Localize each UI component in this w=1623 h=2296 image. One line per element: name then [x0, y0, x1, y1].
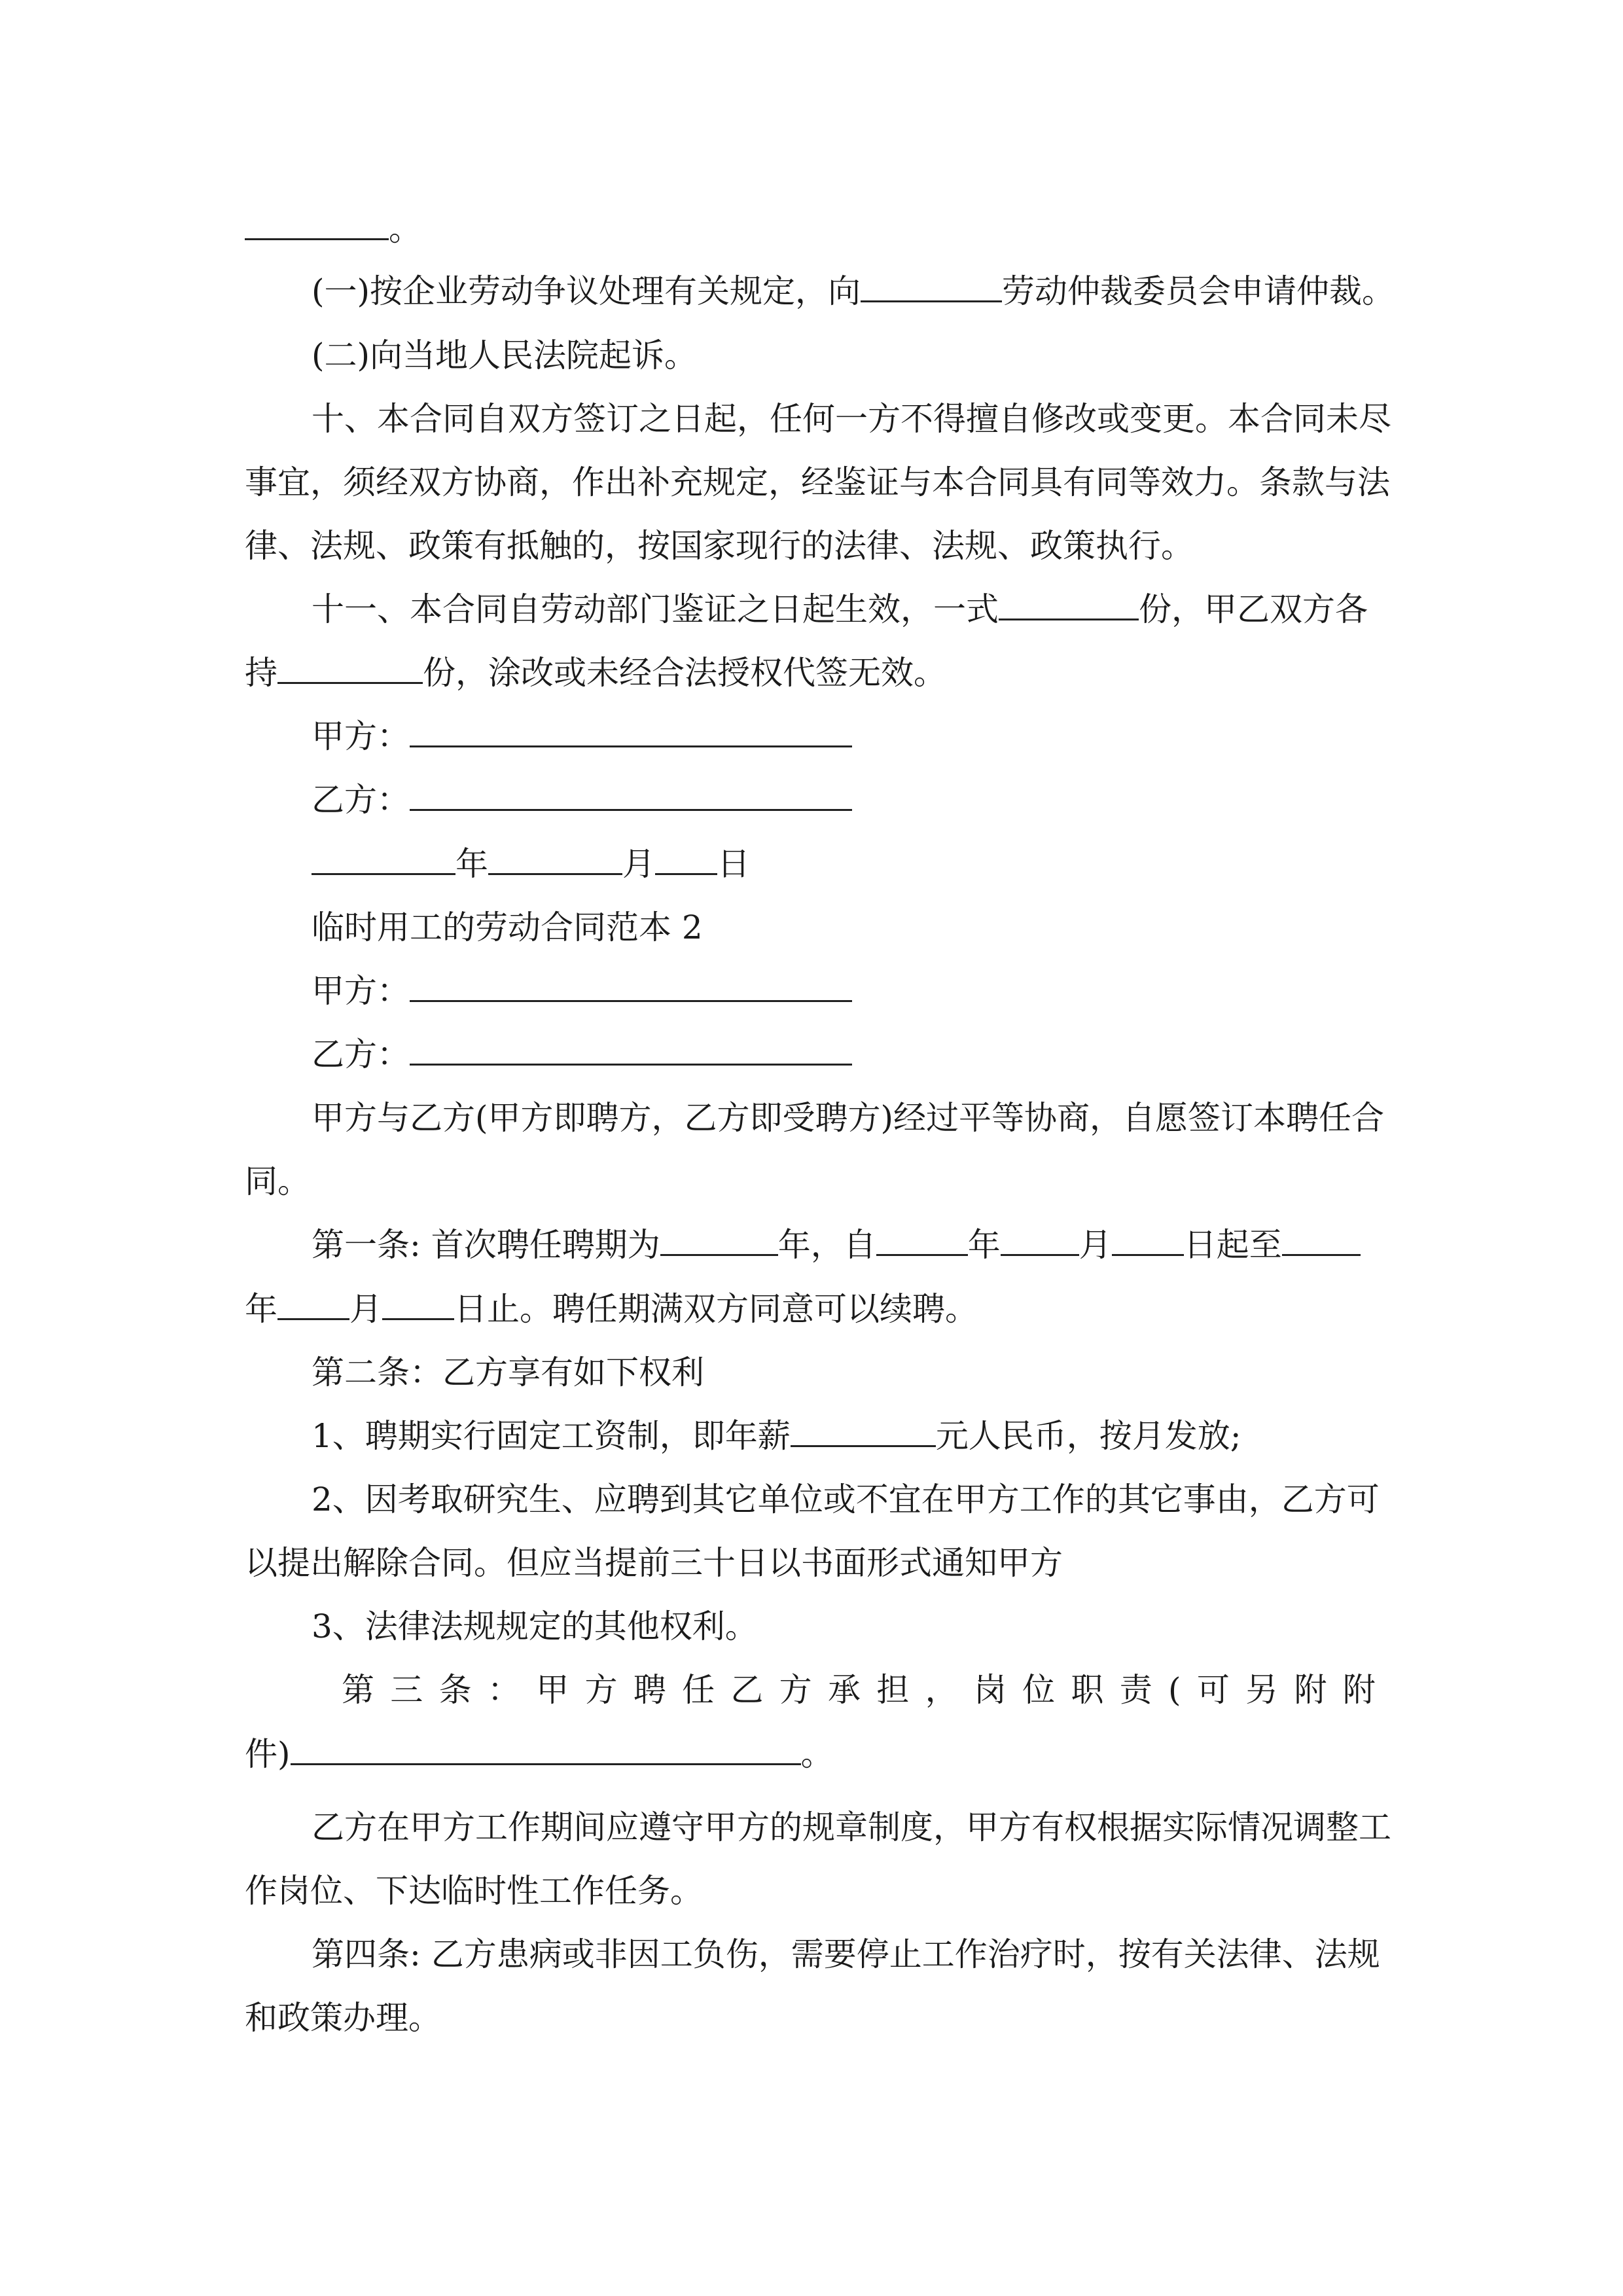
article-3-char: 三 — [390, 1671, 423, 1709]
blank-field — [655, 844, 717, 875]
article-3-char: 附 — [1342, 1671, 1376, 1709]
blank-field — [488, 844, 622, 875]
article-3-char: 乙 — [730, 1671, 764, 1709]
period: 。 — [389, 210, 421, 248]
article-3-char: ( — [1168, 1671, 1181, 1709]
article-3-char: 第 — [342, 1671, 374, 1709]
article-3-char: 担 — [876, 1671, 910, 1709]
article-4-line-2: 和政策办理。 — [245, 1999, 441, 2037]
article-10-line-1: 十、本合同自双方签订之日起，任何一方不得擅自修改或变更。本合同未尽 — [312, 400, 1391, 438]
blank-field — [1001, 1225, 1079, 1256]
blank-field — [291, 1734, 801, 1765]
article-3-char: ， — [925, 1671, 958, 1709]
intro-line-1: 甲方与乙方(甲方即聘方，乙方即受聘方)经过平等协商，自愿签订本聘任合 — [312, 1099, 1385, 1137]
article-3-char: 责 — [1119, 1671, 1152, 1709]
article-2-title: 第二条：乙方享有如下权利 — [312, 1354, 704, 1391]
article-3-justified-text — [342, 1670, 1376, 1710]
article-3-char: 聘 — [633, 1671, 666, 1709]
blank-field — [277, 653, 423, 684]
article-3-char: 任 — [682, 1671, 715, 1709]
blank-field — [410, 971, 852, 1002]
blank-field — [861, 272, 1002, 302]
article-3-char: 岗 — [973, 1671, 1007, 1709]
article-3-char: 职 — [1071, 1671, 1104, 1709]
article-3-char: 条 — [438, 1671, 472, 1709]
article-3-char: 方 — [584, 1671, 618, 1709]
article-2-item-2-line-1: 2、因考取研究生、应聘到其它单位或不宜在甲方工作的其它事由，乙方可 — [312, 1480, 1380, 1518]
blank-field — [382, 1289, 454, 1320]
article-4-line-1: 第四条: 乙方患病或非因工负伤，需要停止工作治疗时，按有关法律、法规 — [312, 1935, 1380, 1973]
article-10-line-3: 律、法规、政策有抵触的，按国家现行的法律、法规、政策执行。 — [245, 527, 1194, 565]
blank-field — [410, 780, 852, 811]
article-3-note-line-1: 乙方在甲方工作期间应遵守甲方的规章制度，甲方有权根据实际情况调整工 — [312, 1808, 1391, 1846]
blank-field — [277, 1289, 349, 1320]
party-a-signature-line: 甲方： — [312, 717, 852, 756]
continuation-line — [245, 209, 421, 249]
article-11-line-1: 十一、本合同自劳动部门鉴证之日起生效，一式 份，甲乙双方各 — [312, 590, 1368, 628]
party-a-line-2: 甲方： — [312, 971, 852, 1011]
blank-field — [1112, 1225, 1184, 1256]
date-line: 年 月 日 — [312, 844, 750, 884]
article-3-char: 方 — [779, 1671, 812, 1709]
article-3-char: 位 — [1022, 1671, 1056, 1709]
article-3-char: 甲 — [536, 1671, 569, 1709]
article-10-line-2: 事宜，须经双方协商，作出补充规定，经鉴证与本合同具有同等效力。条款与法 — [245, 463, 1390, 501]
blank-field — [876, 1225, 968, 1256]
party-b-line-2: 乙方： — [312, 1035, 852, 1074]
article-3-note-line-2: 作岗位、下达临时性工作任务。 — [245, 1872, 703, 1910]
blank-field — [410, 1035, 852, 1066]
intro-line-2: 同。 — [245, 1162, 310, 1200]
blank-field — [410, 717, 852, 747]
blank-field — [312, 844, 455, 875]
article-1-line-1: 第一条: 首次聘任聘期为 年，自 年 月 日起至 — [312, 1225, 1361, 1265]
item-1: (一)按企业劳动争议处理有关规定，向 劳动仲裁委员会申请仲裁。 — [312, 272, 1395, 310]
item-2: (二)向当地人民法院起诉。 — [312, 336, 698, 374]
article-3-line-2: 件) 。 — [245, 1735, 834, 1773]
article-11-line-2: 持 份，涂改或未经合法授权代签无效。 — [245, 654, 946, 692]
blank-field — [245, 209, 389, 240]
article-3-line-1 — [342, 1670, 1376, 1710]
article-1-line-2: 年 月 日止。聘任期满双方同意可以续聘。 — [245, 1290, 978, 1328]
blank-field — [1282, 1225, 1361, 1256]
blank-field — [999, 590, 1139, 620]
article-2-item-3: 3、法律法规规定的其他权利。 — [312, 1607, 758, 1645]
article-2-item-2-line-2: 以提出解除合同。但应当提前三十日以书面形式通知甲方 — [245, 1544, 1063, 1582]
blank-field — [791, 1416, 936, 1447]
blank-field — [660, 1225, 778, 1256]
article-3-char: 另 — [1245, 1671, 1279, 1709]
article-3-char: 附 — [1294, 1671, 1327, 1709]
section-title-2: 临时用工的劳动合同范本 2 — [312, 908, 703, 946]
article-3-char: ： — [487, 1671, 520, 1709]
article-3-char: 承 — [827, 1671, 861, 1709]
party-b-signature-line: 乙方： — [312, 780, 852, 819]
article-3-char: 可 — [1196, 1671, 1230, 1709]
article-2-item-1: 1、聘期实行固定工资制，即年薪 元人民币，按月发放; — [312, 1417, 1241, 1455]
